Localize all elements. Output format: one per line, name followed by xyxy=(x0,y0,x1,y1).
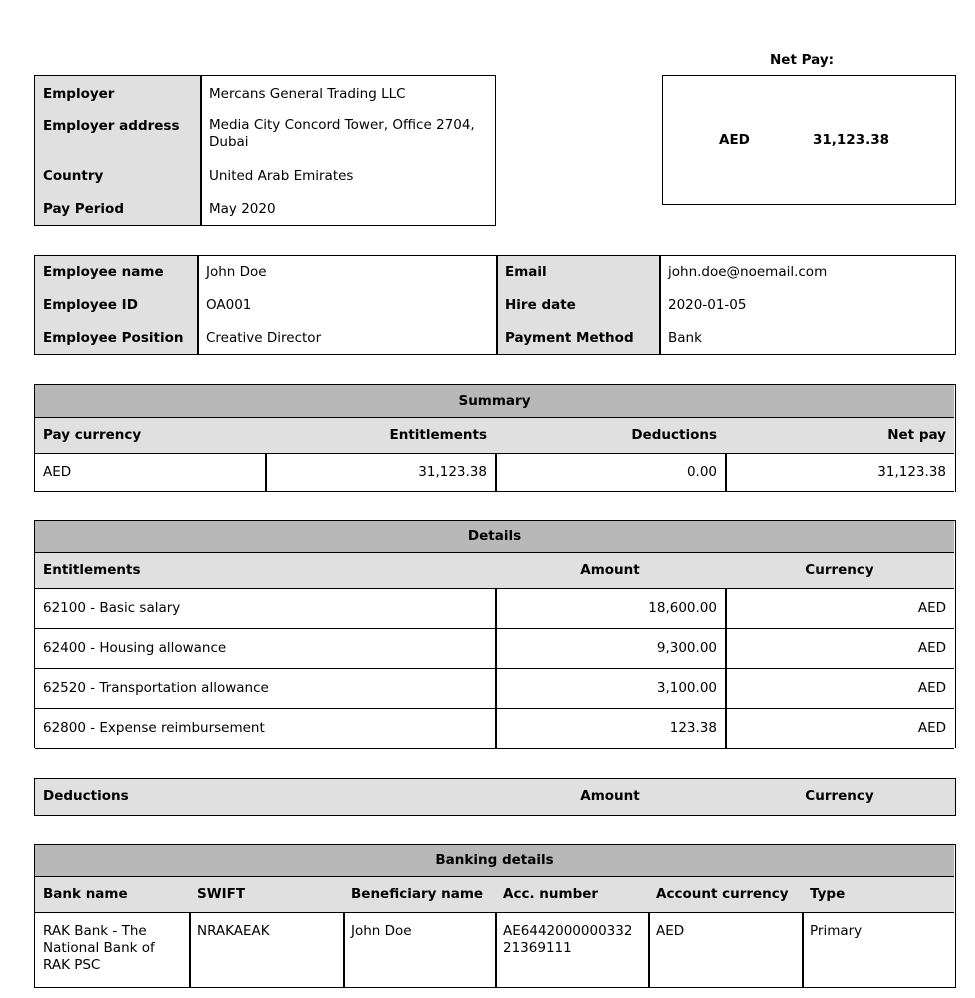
hire-date-value: 2020-01-05 xyxy=(668,296,747,313)
employee-table xyxy=(34,255,956,355)
entitlement-amount: 3,100.00 xyxy=(656,679,717,696)
employee-name-label: Employee name xyxy=(43,263,164,280)
banking-title: Banking details xyxy=(435,852,554,868)
employee-position-value: Creative Director xyxy=(206,329,322,346)
details-title: Details xyxy=(467,528,522,544)
deductions-table xyxy=(34,778,956,816)
entitlement-amount: 9,300.00 xyxy=(656,639,717,656)
deductions-header-amount: Amount xyxy=(580,788,640,804)
country-label: Country xyxy=(43,167,104,184)
employer-table xyxy=(34,75,496,226)
banking-header-swift: SWIFT xyxy=(197,885,246,902)
net-pay-box xyxy=(662,75,956,205)
summary-header-net-pay: Net pay xyxy=(887,426,946,443)
employer-address-value: Media City Concord Tower, Office 2704, Dubai xyxy=(209,117,475,150)
bank-name: RAK Bank - The National Bank of RAK PSC xyxy=(43,923,155,973)
swift-code: NRAKAEAK xyxy=(197,923,270,939)
employer-value: Mercans General Trading LLC xyxy=(209,85,406,102)
employee-name-value: John Doe xyxy=(206,263,267,280)
summary-title: Summary xyxy=(458,392,531,409)
employer-label: Employer xyxy=(43,85,115,102)
summary-net-pay: 31,123.38 xyxy=(877,463,946,480)
payment-method-value: Bank xyxy=(668,329,702,346)
net-pay-currency: AED xyxy=(719,132,750,148)
summary-pay-currency: AED xyxy=(43,463,72,480)
summary-header-deductions: Deductions xyxy=(631,426,717,443)
employer-address-label: Employer address xyxy=(43,117,180,134)
entitlement-name: 62800 - Expense reimbursement xyxy=(43,719,265,736)
entitlement-name: 62100 - Basic salary xyxy=(43,599,181,616)
summary-header-entitlements: Entitlements xyxy=(389,426,487,443)
banking-header-bank-name: Bank name xyxy=(43,885,128,902)
banking-header-account-currency: Account currency xyxy=(656,885,789,902)
country-value: United Arab Emirates xyxy=(209,167,354,184)
banking-header-beneficiary-name: Beneficiary name xyxy=(351,885,484,902)
summary-header-pay-currency: Pay currency xyxy=(43,426,142,443)
entitlement-amount: 123.38 xyxy=(669,719,717,736)
account-type: Primary xyxy=(810,923,863,939)
entitlement-amount: 18,600.00 xyxy=(648,599,717,616)
entitlement-currency: AED xyxy=(917,599,946,616)
banking-header-type: Type xyxy=(810,885,846,902)
entitlement-currency: AED xyxy=(917,679,946,696)
details-header-entitlements: Entitlements xyxy=(43,561,141,578)
deductions-header-deductions: Deductions xyxy=(43,788,129,804)
account-currency: AED xyxy=(656,923,685,939)
summary-table xyxy=(34,384,956,492)
employee-position-label: Employee Position xyxy=(43,329,184,346)
entitlement-name: 62520 - Transportation allowance xyxy=(43,679,269,696)
payment-method-label: Payment Method xyxy=(505,329,634,346)
entitlement-currency: AED xyxy=(917,639,946,656)
banking-table xyxy=(34,844,956,988)
beneficiary-name: John Doe xyxy=(351,923,412,939)
email-label: Email xyxy=(505,263,547,280)
email-value: john.doe@noemail.com xyxy=(668,263,828,280)
summary-entitlements: 31,123.38 xyxy=(418,463,487,480)
net-pay-label: Net Pay: xyxy=(770,52,835,68)
banking-header-acc-number: Acc. number xyxy=(503,885,599,902)
net-pay-amount: 31,123.38 xyxy=(813,132,890,148)
pay-period-value: May 2020 xyxy=(209,200,276,217)
deductions-header-currency: Currency xyxy=(805,788,874,804)
pay-period-label: Pay Period xyxy=(43,200,124,217)
employee-id-value: OA001 xyxy=(206,296,252,313)
details-header-currency: Currency xyxy=(805,561,874,578)
entitlement-name: 62400 - Housing allowance xyxy=(43,639,227,656)
employee-id-label: Employee ID xyxy=(43,296,138,313)
account-number: AE644200000033221369111 xyxy=(503,923,633,956)
hire-date-label: Hire date xyxy=(505,296,576,313)
summary-deductions: 0.00 xyxy=(686,463,717,480)
entitlement-currency: AED xyxy=(917,719,946,736)
details-header-amount: Amount xyxy=(580,561,640,578)
details-table xyxy=(34,520,956,748)
